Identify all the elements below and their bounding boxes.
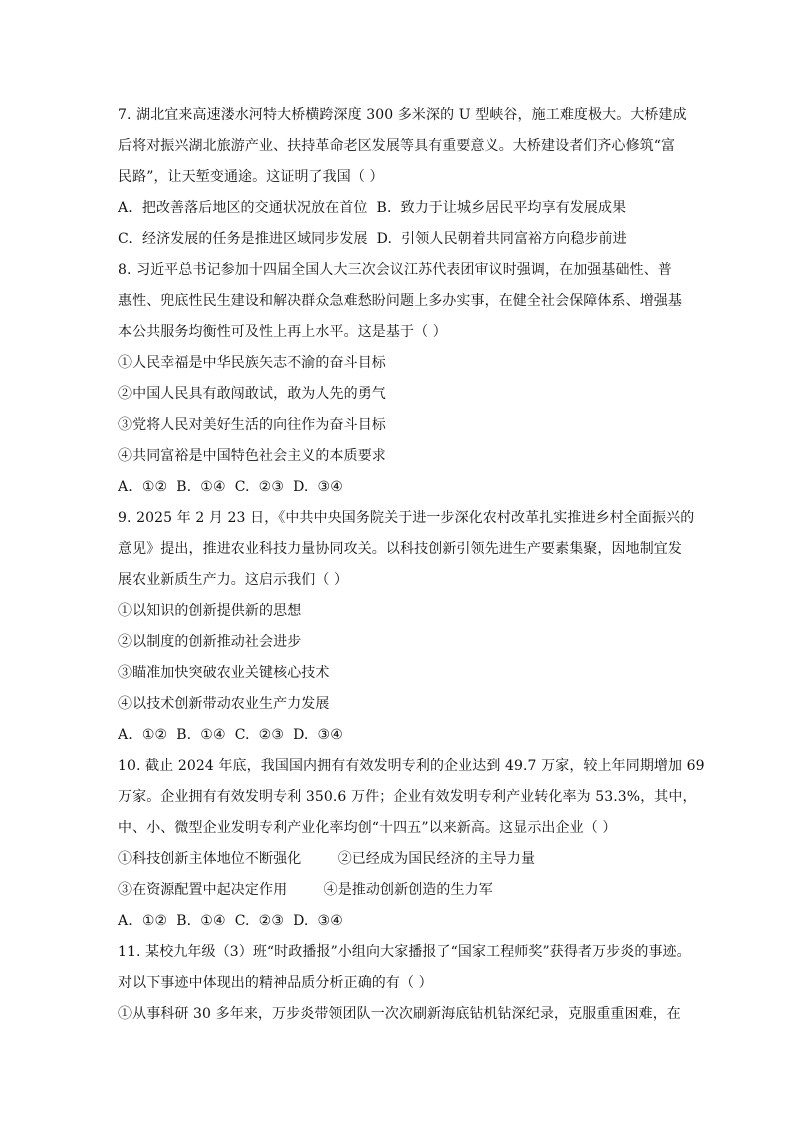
question-7-stem-line-1: 7. 湖北宜来高速溇水河特大桥横跨深度 300 多米深的 U 型峡谷，施工难度极大。大桥建成 [118,107,687,123]
question-8-stem-line-1: 8. 习近平总书记参加十四届全国人大三次会议江苏代表团审议时强调，在加强基础性、普 [118,262,672,278]
question-7-stem-line-2: 后将对振兴湖北旅游产业、扶持革命老区发展等具有重要意义。大桥建设者们齐心修筑“富 [118,138,676,154]
question-9-stem-line-2: 意见》提出，推进农业科技力量协同攻关。以科技创新引领先进生产要素集聚，因地制宜发 [118,541,682,557]
question-8-stem-line-2: 惠性、兜底性民生建设和解决群众急难愁盼问题上多办实事，在健全社会保障体系、增强基 [118,293,682,309]
question-8-answer-options: A. ①② B. ①④ C. ②③ D. ③④ [118,479,343,495]
question-7 [118,100,687,255]
question-8 [118,255,682,503]
question-10-statements-12: ①科技创新主体地位不断强化 ②已经成为国民经济的主导力量 [118,851,536,867]
question-8-statement-3: ③党将人民对美好生活的向往作为奋斗目标 [118,417,386,433]
question-9-answer-options: A. ①② B. ①④ C. ②③ D. ③④ [118,727,343,743]
question-9-stem-line-3: 展农业新质生产力。这启示我们（ ） [118,572,349,588]
question-7-options-ab: A. 把改善落后地区的交通状况放在首位 B. 致力于让城乡居民平均享有发展成果 [118,200,627,216]
question-10-stem-line-1: 10. 截止 2024 年底，我国国内拥有有效发明专利的企业达到 49.7 万家，较上年同期增加 69 [118,758,705,774]
question-11 [118,937,691,1030]
question-8-statement-1: ①人民幸福是中华民族矢志不渝的奋斗目标 [118,355,386,371]
question-9-stem-line-1: 9. 2025 年 2 月 23 日，《中共中央国务院关于进一步深化农村改革扎实推进乡村全面振兴的 [118,510,695,526]
question-10-stem-line-3: 中、小、微型企业发明专利产业化率均创“十四五”以来新高。这显示出企业（ ） [118,820,617,836]
question-10-statements-34: ③在资源配置中起决定作用 ④是推动创新创造的生力军 [118,882,493,898]
question-11-stem-line-1: 11. 某校九年级（3）班“时政播报”小组向大家播报了“国家工程师奖”获得者万步炎的事迹。 [118,944,691,960]
page-content [118,100,705,1030]
question-11-stem-line-3: ①从事科研 30 多年来，万步炎带领团队一次次刷新海底钻机钻深纪录，克服重重困难，在 [118,1006,681,1022]
question-9-statement-4: ④以技术创新带动农业生产力发展 [118,696,330,712]
question-8-statement-4: ④共同富裕是中国特色社会主义的本质要求 [118,448,386,464]
question-10 [118,751,705,937]
question-7-options-cd: C. 经济发展的任务是推进区域同步发展 D. 引领人民朝着共同富裕方向稳步前进 [118,231,627,247]
question-9-statement-3: ③瞄准加快突破农业关键核心技术 [118,665,330,681]
question-11-stem-line-2: 对以下事迹中体现出的精神品质分析正确的有（ ） [118,975,433,991]
question-9-statement-1: ①以知识的创新提供新的思想 [118,603,302,619]
question-7-stem-line-3: 民路”，让天堑变通途。这证明了我国（ ） [118,169,384,185]
question-9 [118,503,695,751]
question-10-answer-options: A. ①② B. ①④ C. ②③ D. ③④ [118,913,343,929]
question-10-stem-line-2: 万家。企业拥有有效发明专利 350.6 万件；企业有效发明专利产业转化率为 53.3%，其中， [118,789,697,805]
question-8-statement-2: ②中国人民具有敢闯敢试，敢为人先的勇气 [118,386,386,402]
question-8-stem-line-3: 本公共服务均衡性可及性上再上水平。这是基于（ ） [118,324,447,340]
question-9-statement-2: ②以制度的创新推动社会进步 [118,634,302,650]
